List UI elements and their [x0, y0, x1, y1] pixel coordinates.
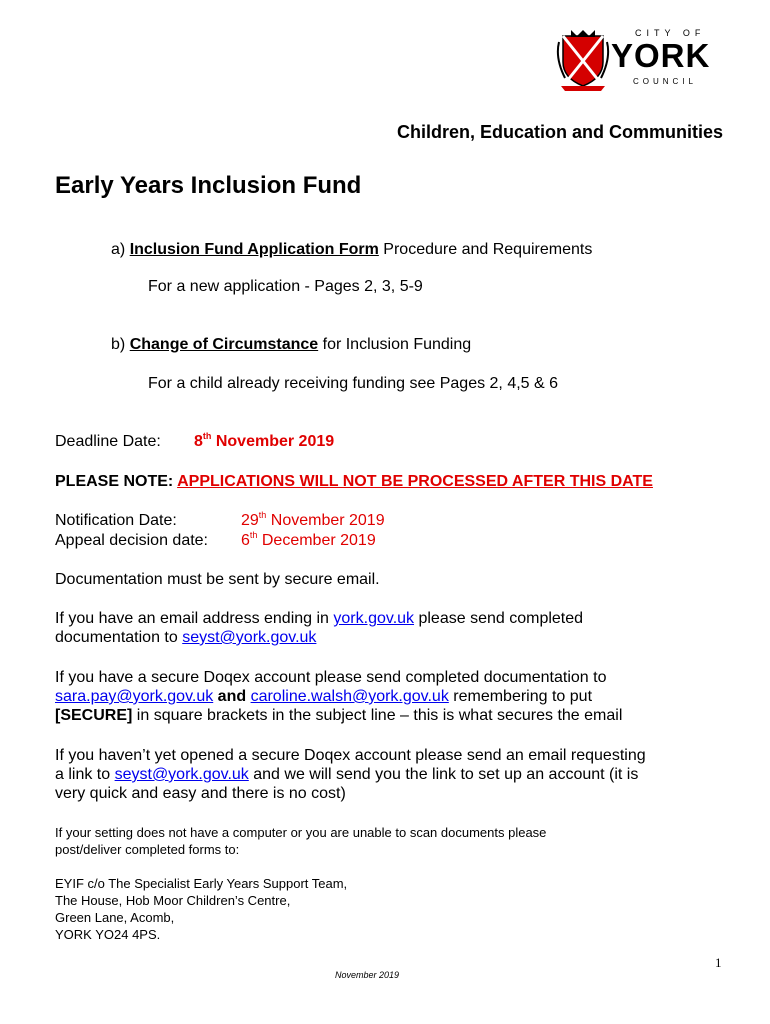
item-b-sub: For a child already receiving funding see Pages 2, 4,5 & 6 — [148, 375, 559, 392]
item-a — [111, 240, 592, 259]
paragraph-post-deliver: If your setting does not have a computer or you are unable to scan documents please post/deliver completed forms to: — [55, 825, 547, 857]
page-number: 1 — [715, 955, 722, 970]
inclusion-fund-application-form-link[interactable]: Inclusion Fund Application Form — [129, 241, 379, 258]
footer-date: November 2019 — [335, 970, 400, 980]
address-line: YORK YO24 4PS. — [55, 927, 161, 942]
item-a-prefix: a) — [111, 241, 126, 258]
seyst-email-link-2[interactable]: seyst@york.gov.uk — [114, 766, 249, 783]
deadline-date: 8th November 2019 — [194, 431, 335, 450]
york-crest-icon — [555, 28, 611, 92]
item-a-sub: For a new application - Pages 2, 3, 5-9 — [148, 278, 423, 295]
logo-council: COUNCIL — [633, 77, 698, 86]
paragraph-doqex-account: If you have a secure Doqex account please send completed documentation to sara.pay@york.gov.uk and caroline.walsh@york.gov.uk remembering to put [SECURE] in square brackets in the subject line – this is what secures the email — [55, 669, 623, 724]
address-line: The House, Hob Moor Children’s Centre, — [55, 893, 291, 908]
deadline-label: Deadline Date: — [55, 433, 161, 450]
page-title: Early Years Inclusion Fund — [55, 172, 362, 199]
city-of-york-logo — [555, 26, 720, 96]
item-b-rest: for Inclusion Funding — [318, 336, 472, 353]
sara-pay-email-link[interactable]: sara.pay@york.gov.uk — [55, 688, 214, 705]
please-note — [55, 472, 653, 491]
paragraph-york-email: If you have an email address ending in york.gov.uk please send completed documentation to seyst@york.gov.uk — [55, 610, 584, 646]
address-line: Green Lane, Acomb, — [55, 910, 175, 925]
change-of-circumstance-link[interactable]: Change of Circumstance — [129, 336, 319, 353]
address-line: EYIF c/o The Specialist Early Years Support Team, — [55, 876, 348, 891]
secure-email-note: Documentation must be sent by secure email. — [55, 571, 380, 588]
seyst-email-link[interactable]: seyst@york.gov.uk — [182, 629, 317, 646]
notification-label: Notification Date: — [55, 512, 177, 529]
paragraph-no-doqex: If you haven’t yet opened a secure Doqex account please send an email requesting a link to seyst@york.gov.uk and we will send you the link to set up an account (it is very quick and easy and there is no cost) — [55, 747, 646, 802]
department-heading: Children, Education and Communities — [396, 122, 723, 142]
notification-date: 29th November 2019 — [241, 510, 385, 529]
logo-city-of: CITY OF — [635, 28, 706, 38]
item-b — [111, 335, 471, 354]
appeal-date: 6th December 2019 — [241, 530, 376, 549]
postal-address — [55, 875, 347, 943]
secure-tag: [SECURE] — [55, 707, 133, 724]
item-b-prefix: b) — [111, 336, 126, 353]
please-note-label: PLEASE NOTE: — [55, 473, 174, 490]
york-gov-uk-link[interactable]: york.gov.uk — [333, 610, 415, 627]
caroline-walsh-email-link[interactable]: caroline.walsh@york.gov.uk — [250, 688, 449, 705]
please-note-text: APPLICATIONS WILL NOT BE PROCESSED AFTER THIS DATE — [177, 473, 653, 490]
item-a-rest: Procedure and Requirements — [378, 241, 593, 258]
appeal-label: Appeal decision date: — [55, 532, 208, 549]
logo-york: YORK — [611, 37, 711, 74]
